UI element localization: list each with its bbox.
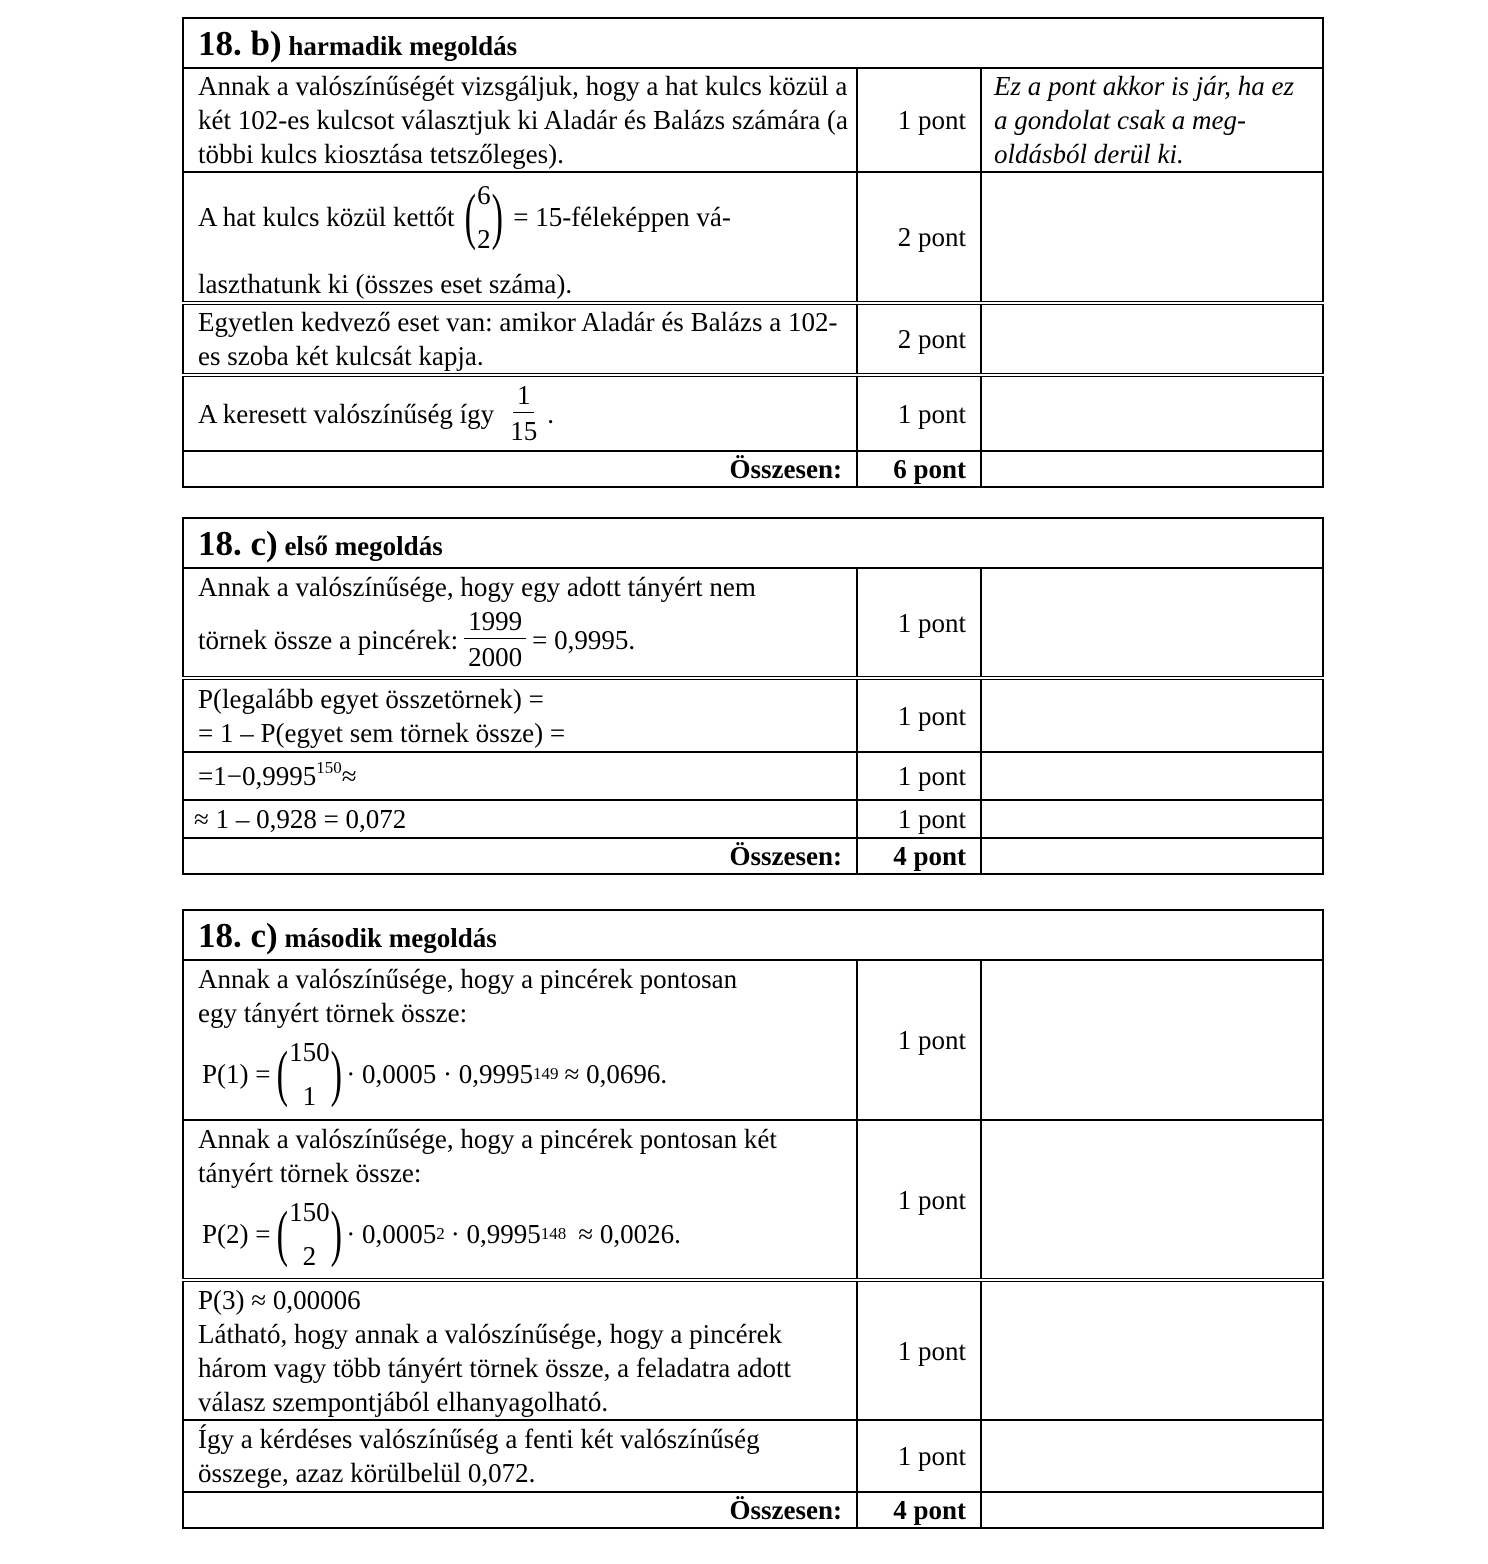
step-text-part: P(legalább egyet összetörnek) =	[198, 683, 544, 714]
step-text	[183, 752, 857, 800]
step-text: Egyetlen kedvező eset van: amikor Aladár és Balázs a 102-es szoba két kulcsát kapja.	[183, 303, 857, 375]
table-row	[183, 1420, 1323, 1492]
fraction	[506, 378, 541, 449]
step-text-part: .	[547, 398, 554, 429]
step-points: 1 pont	[857, 568, 981, 678]
table-row	[183, 678, 1323, 752]
step-note	[981, 1120, 1323, 1280]
total-label: Összesen:	[183, 451, 857, 487]
formula-lhs: P(1) =	[202, 1059, 271, 1089]
step-text-part: = 0,9995.	[532, 624, 636, 655]
step-text: ≈ 1 – 0,928 = 0,072	[183, 800, 857, 838]
total-points: 6 pont	[857, 451, 981, 487]
step-text-part: = 15-féleképpen vá-	[513, 202, 731, 232]
step-points: 1 pont	[857, 960, 981, 1120]
step-points: 1 pont	[857, 800, 981, 838]
step-note	[981, 1280, 1323, 1420]
step-text: Annak a valószínűségét vizsgáljuk, hogy a hat kulcs közül a két 102-es kulcsot választjuk ki Aladár és Balázs számára (a többi kulcs kiosztása tetszőleges).	[183, 68, 857, 172]
step-note	[981, 303, 1323, 375]
task-number: 18. b)	[198, 24, 282, 63]
formula-part: · 0,9995	[450, 1218, 541, 1249]
table-row	[183, 303, 1323, 375]
binomial-coefficient	[289, 1030, 330, 1118]
table-row	[183, 1120, 1323, 1280]
step-text-part: Látható, hogy annak a valószínűsége, hogy a pincérek három vagy több tányért törnek össze, a feladatra adott válasz szempontjából elhanyagolható.	[198, 1318, 792, 1417]
table-title	[183, 18, 1323, 68]
fraction-denominator: 15	[510, 416, 538, 446]
step-note	[981, 172, 1323, 303]
step-points: 1 pont	[857, 752, 981, 800]
solution-table-18b-third	[182, 17, 1324, 488]
table-title	[183, 910, 1323, 960]
step-note	[981, 1420, 1323, 1492]
table-row	[183, 960, 1323, 1120]
step-points: 1 pont	[857, 1280, 981, 1420]
binomial-coefficient	[477, 173, 491, 261]
total-label: Összesen:	[183, 1492, 857, 1528]
table-row	[183, 1280, 1323, 1420]
step-note: Ez a pont akkor is jár, ha ez a gondolat csak a megoldásból derül ki.	[981, 68, 1323, 172]
step-points: 1 pont	[857, 68, 981, 172]
step-note	[981, 568, 1323, 678]
step-points: 1 pont	[857, 1420, 981, 1492]
step-text-part: Annak a valószínűsége, hogy a pincérek pontosan két	[198, 1123, 777, 1154]
fraction	[464, 604, 526, 675]
total-points: 4 pont	[857, 838, 981, 874]
step-note	[981, 678, 1323, 752]
fraction-numerator: 1999	[464, 604, 526, 639]
step-points: 2 pont	[857, 172, 981, 303]
step-text-part: Annak a valószínűsége, hogy a pincérek pontosan	[198, 964, 738, 994]
step-text	[183, 678, 857, 752]
step-text-part: egy tányért törnek össze:	[198, 998, 468, 1028]
step-text	[183, 568, 857, 678]
formula-lhs: P(2) =	[202, 1218, 271, 1249]
formula-rhs: ≈ 0,0026.	[578, 1218, 681, 1249]
step-points: 1 pont	[857, 1120, 981, 1280]
solution-label: harmadik megoldás	[288, 31, 518, 61]
step-text-part: laszthatunk ki (összes eset száma).	[198, 269, 573, 299]
total-row	[183, 1492, 1323, 1528]
table-title	[183, 518, 1323, 568]
solution-table-18c-first	[182, 517, 1324, 875]
step-points: 2 pont	[857, 303, 981, 375]
step-text-part: tányért törnek össze:	[198, 1157, 422, 1188]
solution-label: második megoldás	[284, 923, 497, 953]
binom-top: 6	[477, 180, 491, 210]
table-row	[183, 375, 1323, 451]
total-label: Összesen:	[183, 838, 857, 874]
total-row	[183, 451, 1323, 487]
formula-rhs: ≈ 0,0696.	[564, 1059, 668, 1089]
total-note	[981, 838, 1323, 874]
solution-table-18c-second	[182, 909, 1324, 1529]
exponent: 150	[316, 758, 342, 777]
step-text: Annak a valószínűsége, hogy a pincérek pontosan két tányért törnek össze: P(2) = ( 150 2 ) · 0,0005 2 · 0,9995 148 ≈ 0,0026.	[183, 1120, 857, 1280]
binom-bottom: 2	[302, 1240, 317, 1271]
binom-bottom: 1	[302, 1081, 317, 1111]
step-text-part: ≈	[341, 761, 357, 791]
total-points: 4 pont	[857, 1492, 981, 1528]
step-note	[981, 375, 1323, 451]
step-points: 1 pont	[857, 678, 981, 752]
binom-top: 150	[289, 1037, 330, 1067]
formula-part: · 0,0005 · 0,9995	[346, 1059, 534, 1089]
step-text-part: Annak a valószínűsége, hogy egy adott tányért nem	[198, 572, 756, 602]
step-text	[183, 1280, 857, 1420]
total-note	[981, 451, 1323, 487]
step-text: Így a kérdéses valószínűség a fenti két valószínűség összege, azaz körülbelül 0,072.	[183, 1420, 857, 1492]
step-text: Annak a valószínűsége, hogy a pincérek pontosan egy tányért törnek össze: P(1) = ( 150 1 ) · 0,0005 · 0,9995 149 ≈ 0,0696.	[183, 960, 857, 1120]
table-row	[183, 68, 1323, 172]
step-note	[981, 960, 1323, 1120]
formula-part: · 0,0005	[346, 1218, 437, 1249]
step-note	[981, 752, 1323, 800]
fraction-denominator: 2000	[468, 642, 523, 672]
step-text-part: = 1 – P(egyet sem törnek össze) =	[198, 717, 566, 748]
task-number: 18. c)	[198, 524, 278, 563]
table-row	[183, 752, 1323, 800]
total-note	[981, 1492, 1323, 1528]
fraction-numerator: 1	[513, 378, 535, 413]
step-text	[183, 375, 857, 451]
step-text-part: A keresett valószínűség így	[198, 398, 495, 429]
binom-top: 150	[289, 1196, 330, 1227]
step-note	[981, 800, 1323, 838]
total-row	[183, 838, 1323, 874]
binomial-coefficient	[289, 1190, 330, 1278]
step-text-part: törnek össze a pincérek:	[198, 624, 459, 655]
step-text-part: =1−0,9995	[198, 761, 317, 791]
table-row	[183, 800, 1323, 838]
step-text-part: A hat kulcs közül kettőt	[198, 202, 455, 232]
step-points: 1 pont	[857, 375, 981, 451]
table-row	[183, 568, 1323, 678]
task-number: 18. c)	[198, 916, 278, 955]
table-row	[183, 172, 1323, 303]
solution-label: első megoldás	[284, 531, 443, 561]
step-text: A hat kulcs közül kettőt ( 6 2 ) = 15-féleképpen vá- laszthatunk ki (összes eset száma).	[183, 172, 857, 303]
binom-bottom: 2	[477, 224, 491, 254]
step-text-part: P(3) ≈ 0,00006	[198, 1284, 361, 1315]
